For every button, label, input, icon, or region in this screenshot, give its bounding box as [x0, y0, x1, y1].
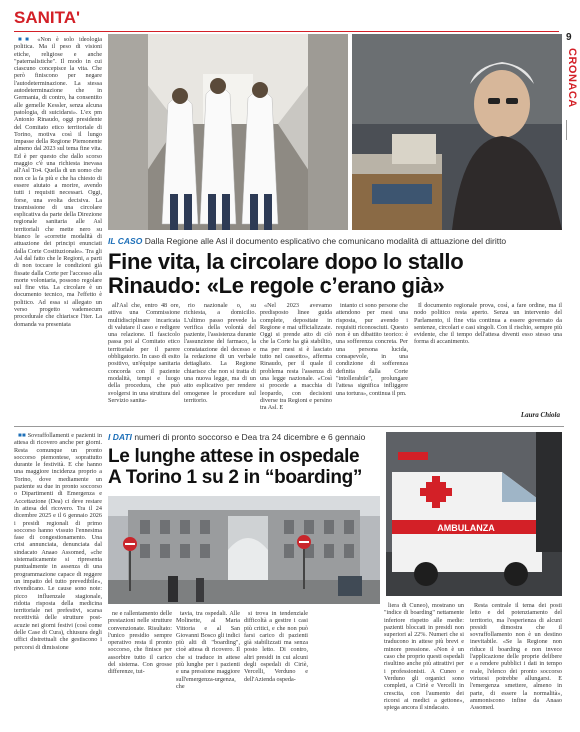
article1-col6-text: Il documento regionale prova, così, a fare ordine, ma il nodo politico resta aperto. Senza un intervento del Parlamento, il fine vita continua a essere governato da sentenze, circolari e casi singoli. Con il rischio, sempre più evidente, che il tempo dell'attesa diventi esso stesso una forma di accanimento. — [414, 302, 562, 346]
article2-col2-text: ne e rallentamento delle prestazioni nelle strutture convenzionate. Risultato: l'unico presidio sempre operativo resta il pronto soccorso, che finisce per assorbire tutto il carico del sistema. Con grosse differenze, tut- — [108, 610, 172, 676]
article1-left-column — [14, 36, 102, 426]
section-title: SANITA' — [14, 8, 81, 27]
article1-kicker-line — [108, 236, 563, 246]
article2-column-3 — [176, 610, 240, 728]
article2-column-4 — [244, 610, 308, 728]
side-section-label: CRONACA — [566, 48, 578, 108]
article2-left-column — [14, 432, 102, 730]
article2-headline-line1: Le lunghe attese in ospedale — [108, 446, 360, 467]
article2-col5-text: liera di Cuneo), mostrano un "indice di boarding" nettamente inferiore rispetto alle medie: pazienti bloccati in presidi non superiori al 22%. Numeri che si traducono in attese più brevi e minore pressione. «Non è un caso che proprio questi ospedali risultino anche più attrattivi per i professionisti. A Cuneo e Verduno gli organici sono completi, a Ciriè e Vercelli in crescita, con l'aumento dei ricorsi ai medici a gettone», spiega ancora il sindacato. — [384, 602, 464, 712]
article1-byline: Laura Chiola — [520, 411, 560, 419]
article2-column-6 — [470, 602, 562, 728]
article1-col2-text: all'Asl che, entro 48 ore, attiva una Commissione multidisciplinare incaricata di valutare il caso e redigere una relazione. Il fascicolo passa poi al Comitato etico territoriale per il parere obbligatorio. In caso di esito positivo, un'équipe sanitaria concorda con il paziente modalità, tempi e luogo della procedura, che può svolgersi in una struttura del Servizio sanita- — [108, 302, 180, 404]
article1-column-3 — [184, 302, 256, 412]
article1-column-4 — [260, 302, 332, 412]
article1-column-2 — [108, 302, 180, 412]
article2-left-text: Sovraffollamenti e pazienti in attesa di ricovero anche per giorni. Resta comunque un pronto soccorso piemontese, soprattutto durante le festività. E che hanno una maggiore incidenza proprio a Torino, dove mediamente un paziente su due in pronto soccorso o Dipartimenti di Emergenza e Accettazione (Dea) ci deve restare in attesa del ricovero. Tra il 24 dicembre 2025 e il 6 gennaio 2026 i presidi regionali di primo soccorso hanno vissuto l'ennesima fase di congestionamento. Una crisi annunciata, denunciata dal sindacato Anaao Assomed, «che sistematicamente si ripresenta puntualmente in assenza di una programmazione capace di reggere un impatto del tutto prevedibile», rivendicano. Le cause sono note: picco influenzale stagionale, ridotta risposta della medicina territoriale nei prefestivi, scarsa recettività delle strutture post-acuzie nei giorni festivi (così come delle Case di Cura), chiusura degli uffici distrettuali che gestiscono i percorsi di dimissione — [14, 432, 102, 651]
article-divider — [14, 426, 564, 427]
article1-col5-text: intanto ci sono persone che attendono per mesi una risposta, pur avendo i requisiti riconosciuti. Questo non è un dibattito teorico: è una sofferenza concreta. Per una persona lucida, consapevole, in una condizione di sofferenza definita dalla Corte "intollerabile", prolungare l'attesa significa infliggere una tortura», continua il pm. — [336, 302, 408, 397]
section-header — [0, 4, 580, 32]
article2-col3-text: tavia, tra ospedali. Alle Molinette, al Maria Vittoria e al San Giovanni Bosco gli indici più alti di "boarding", cioè attesa di ricovero. Il che si traduce in attese più lunghe per i pazienti e una pressione maggiore sull'emergenza-urgenza, che — [176, 610, 240, 690]
photo-elderly-patient — [352, 34, 562, 230]
article2-column-5 — [384, 602, 464, 728]
photo-hospital-corridor — [108, 34, 348, 230]
article2-col4-text: si trova in tendenziale difficoltà a gestire i casi più critici, e che non può farsi carico di pazienti già stabilizzati ma senza posto letto. Di contro, altri presidi in cui alcuni degli ospedali di Ciriè, Vercelli, Verduno e dell'Azienda ospeda- — [244, 610, 308, 683]
article2-kicker-line — [108, 432, 378, 442]
article1-col4-text: «Nel 2023 avevamo predisposto linee guida complete, depositate in Regione e mai ufficializzate. Oggi si prende atto di ciò che la Corte ha già stabilito, ma per mesi si è lasciato tutto nel cassetto», afferma Rinaudo, per il quale il problema resta l'assenza di una legge nazionale. «Così si procede a macchia di leopardo, con decisioni diverse tra Regioni e persino tra Asl. E — [260, 302, 332, 412]
article2-column-2 — [108, 610, 172, 728]
article1-headline-line1: Fine vita, la circolare dopo lo stallo — [108, 249, 464, 274]
article1-kicker: IL CASO — [108, 236, 143, 246]
ambulance-label: AMBULANZA — [437, 523, 495, 533]
article1-column-6 — [414, 302, 562, 402]
article1-headline-line2: Rinaudo: «Le regole c’erano già» — [108, 273, 445, 298]
article2-col6-text: Resta centrale il tema dei posti letto e del potenziamento del territorio, ma l'esperienza di alcuni presidi dimostra che il sovraffollamento non è un destino inevitabile. «Se la Regione non riduce il boarding e non invece l'applicazione delle proprie delibere e a rendere pubblici i dati in tempo reale, l'elenco dei pronto soccorso virtuosi potrebbe allungarsi. E l'emergenza smettere, almeno in parte, di essere la normalità», ammoniscono infine da Anaao Assomed. — [470, 602, 562, 712]
photo-hospital-exterior — [108, 496, 380, 604]
bullet-marker-2: ■■ — [18, 432, 26, 439]
article2-headline-line2: A Torino 1 su 2 in “boarding” — [108, 467, 363, 488]
header-rule — [14, 31, 559, 32]
article1-column-5 — [336, 302, 408, 412]
bullet-marker: ■■ — [18, 36, 33, 43]
photo-ambulance — [386, 432, 562, 596]
article1-left-text: «Non è solo ideologia politica. Ma il peso di visioni etiche, religiose e anche "paternalistiche". Il modo in cui ciascuno concepisce la vita. Che però finiscono per negare l'autodeterminazione. La stessa autodeterminazione che in Germania, di contro, ha consentito alle gemelle Kessler, senza alcuna patologia, di suicidarsi». L'ex pm Antonio Rinaudo, oggi presidente del Comitato etico territoriale di Torino, motiva così il lungo impasse della Regione Piemonente almeno dal 2023 sul tema fine vita. Ed è per questo che dallo scorso maggio c'è una richiesta inevasa all'Asl To4. Quella di un uomo che non ce la fa più e che ha chiesto di essere aiutato a morire, avendo tutti i requisiti necessari. Oggi, forse, una svolta decisiva. La trasmissione di una circolare esplicativa da parte della Direzione regionale sanitaria alle Asl territoriali che mette nero su bianco le «corrette modalità di attuazione dei principi enunciati dalla Corte Costituzionale». Tra gli Asl dal fatto che le Regioni, a parti di non toccare le condizioni già fissate dalla Corte per l'accesso alla morte volontaria, possono regolare sul fine vita. La circolare è un documento tecnico, ma l'effetto è politico. Ad essa si allegato un verso progetto vademecum procedurale che chiarisce l'iter. La domanda va presentata — [14, 36, 102, 328]
article1-kicker-sub: Dalla Regione alle Asl il documento esplicativo che comunicano modalità di attuazione del diritto — [144, 236, 507, 246]
article2-kicker-sub: numeri di pronto soccorso e Dea tra 24 dicembre e 6 gennaio — [134, 432, 366, 442]
page-number: 9 — [566, 32, 572, 43]
article2-kicker: I DATI — [108, 432, 132, 442]
article2-headline — [108, 446, 383, 488]
side-section-rule — [566, 120, 579, 140]
article1-col3-text: rio nazionale o, su richiesta, a domicilio. L'ultimo passo prevede la verifica della volontà del paziente, l'assistenza durante l'assunzione del farmaco, la constatazione del decesso e la redazione di un verbale dettagliato. La Regione chiarisce che non si tratta di una nuova legge, ma di un atto esplicativo per rendere omogenee le procedure sul territorio. — [184, 302, 256, 404]
article1-headline — [108, 250, 563, 298]
